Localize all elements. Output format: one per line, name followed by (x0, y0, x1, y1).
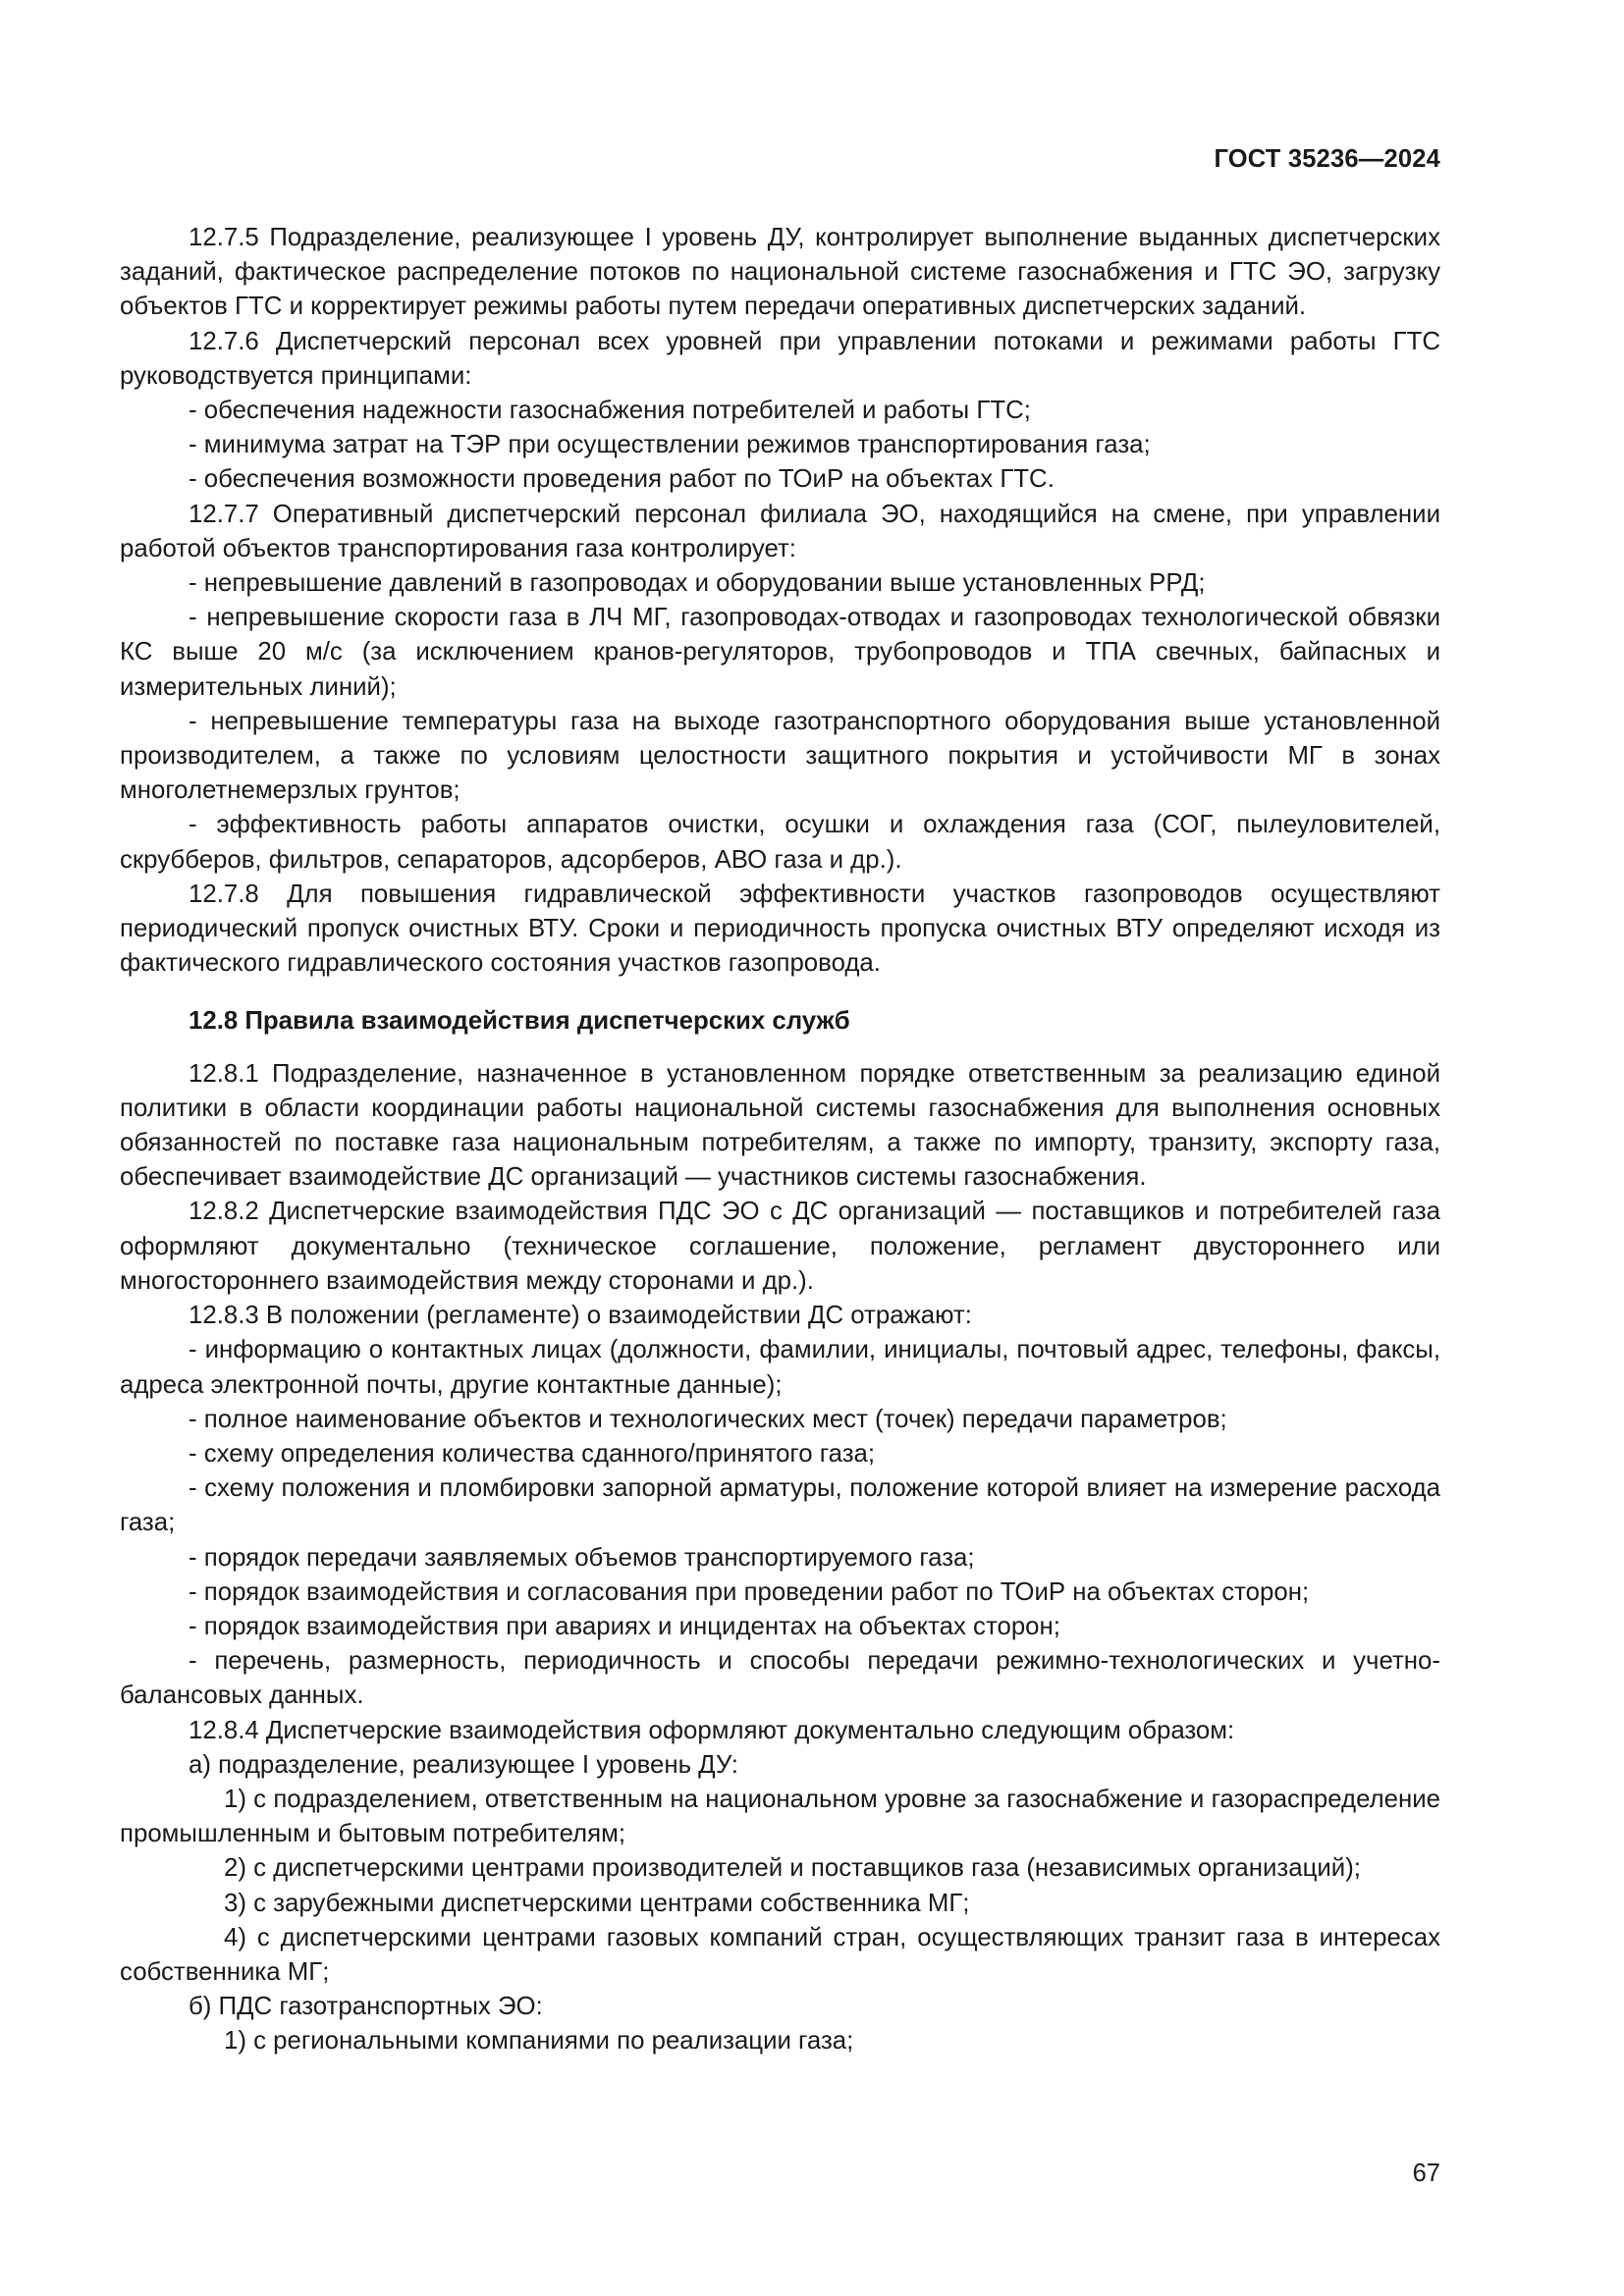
list-item: - порядок передачи заявляемых объемов транспортируемого газа; (189, 1543, 975, 1572)
paragraph-12-8-4: 12.8.4 Диспетчерские взаимодействия оформляют документально следующим образом: (189, 1716, 1235, 1744)
list-item: - непревышение скорости газа в ЛЧ МГ, газопроводах-отводах и газопроводах технологической обвязки КС выше 20 м/с (за исключением кранов-регуляторов, трубопроводов и ТПА свечных, байпасных и измерительных линий); (120, 604, 1440, 701)
list-item: - непревышение температуры газа на выходе газотранспортного оборудования выше установленной производителем, а также по условиям целостности защитного покрытия и устойчивости МГ в зонах многолетнемерзлых грунтов; (120, 707, 1440, 805)
list-item: - эффективность работы аппаратов очистки, осушки и охлаждения газа (СОГ, пылеуловителей, скрубберов, фильтров, сепараторов, адсорберов, АВО газа и др.). (120, 811, 1440, 874)
list-item: - обеспечения возможности проведения работ по ТОиР на объектах ГТС. (189, 465, 1055, 494)
list-item: - перечень, размерность, периодичность и способы передачи режимно-технологических и учетно-балансовых данных. (120, 1647, 1440, 1710)
document-body (120, 221, 1440, 2059)
sub-list-item: 4) с диспетчерскими центрами газовых компаний стран, осуществляющих транзит газа в интересах собственника МГ; (120, 1923, 1440, 1986)
list-item: - непревышение давлений в газопроводах и оборудовании выше установленных РРД; (189, 569, 1206, 598)
sub-list-item: 2) с диспетчерскими центрами производителей и поставщиков газа (независимых организаций); (224, 1854, 1361, 1883)
document-header: ГОСТ 35236—2024 (1214, 145, 1440, 173)
paragraph-12-7-7: 12.7.7 Оперативный диспетчерский персонал филиала ЭО, находящийся на смене, при управлении работой объектов транспортирования газа контролирует: (120, 500, 1440, 562)
list-item-b: б) ПДС газотранспортных ЭО: (189, 1993, 543, 2021)
list-item: - схему определения количества сданного/принятого газа; (189, 1439, 876, 1468)
sub-list-item: 3) с зарубежными диспетчерскими центрами собственника МГ; (224, 1889, 970, 1917)
paragraph-12-7-5: 12.7.5 Подразделение, реализующее I уровень ДУ, контролирует выполнение выданных диспетчерских заданий, фактическое распределение потоков по национальной системе газоснабжения и ГТС ЭО, загрузку объектов ГТС и корректирует режимы работы путем передачи оперативных диспетчерских заданий. (120, 224, 1440, 321)
list-item: - схему положения и пломбировки запорной арматуры, положение которой влияет на измерение расхода газа; (120, 1474, 1440, 1537)
paragraph-12-7-8: 12.7.8 Для повышения гидравлической эффективности участков газопроводов осуществляют периодический пропуск очистных ВТУ. Сроки и периодичность пропуска очистных ВТУ определяют исходя из фактического гидравлического состояния участков газопровода. (120, 880, 1440, 978)
list-item: - минимума затрат на ТЭР при осуществлении режимов транспортирования газа; (189, 431, 1151, 459)
paragraph-12-8-2: 12.8.2 Диспетчерские взаимодействия ПДС ЭО с ДС организаций — поставщиков и потребителей газа оформляют документально (техническое соглашение, положение, регламент двустороннего или многостороннего взаимодействия между сторонами и др.). (120, 1198, 1440, 1295)
section-heading-12-8: 12.8 Правила взаимодействия диспетчерских служб (189, 1007, 850, 1036)
list-item: - порядок взаимодействия и согласования при проведении работ по ТОиР на объектах сторон; (189, 1577, 1310, 1606)
list-item-a: а) подразделение, реализующее I уровень ДУ: (189, 1750, 738, 1779)
list-item: - порядок взаимодействия при авариях и инцидентах на объектах сторон; (189, 1612, 1060, 1640)
list-item: - информацию о контактных лицах (должности, фамилии, инициалы, почтовый адрес, телефоны, факсы, адреса электронной почты, другие контактные данные); (120, 1336, 1440, 1399)
list-item: - полное наименование объектов и технологических мест (точек) передачи параметров; (189, 1405, 1227, 1433)
paragraph-12-8-1: 12.8.1 Подразделение, назначенное в установленном порядке ответственным за реализацию единой политики в области координации работы национальной системы газоснабжения для выполнения основных обязанностей по поставке газа национальным потребителям, а также по импорту, транзиту, экспорту газа, обеспечивает взаимодействие ДС организаций — участников системы газоснабжения. (120, 1059, 1440, 1192)
sub-list-item: 1) с подразделением, ответственным на национальном уровне за газоснабжение и газораспределение промышленным и бытовым потребителям; (120, 1785, 1440, 1848)
list-item: - обеспечения надежности газоснабжения потребителей и работы ГТС; (189, 397, 1031, 425)
paragraph-12-7-6: 12.7.6 Диспетчерский персонал всех уровней при управлении потоками и режимами работы ГТС руководствуется принципами: (120, 327, 1440, 390)
paragraph-12-8-3: 12.8.3 В положении (регламенте) о взаимодействии ДС отражают: (189, 1302, 972, 1330)
sub-list-item: 1) с региональными компаниями по реализации газа; (224, 2027, 854, 2056)
page-number: 67 (1412, 2160, 1440, 2187)
